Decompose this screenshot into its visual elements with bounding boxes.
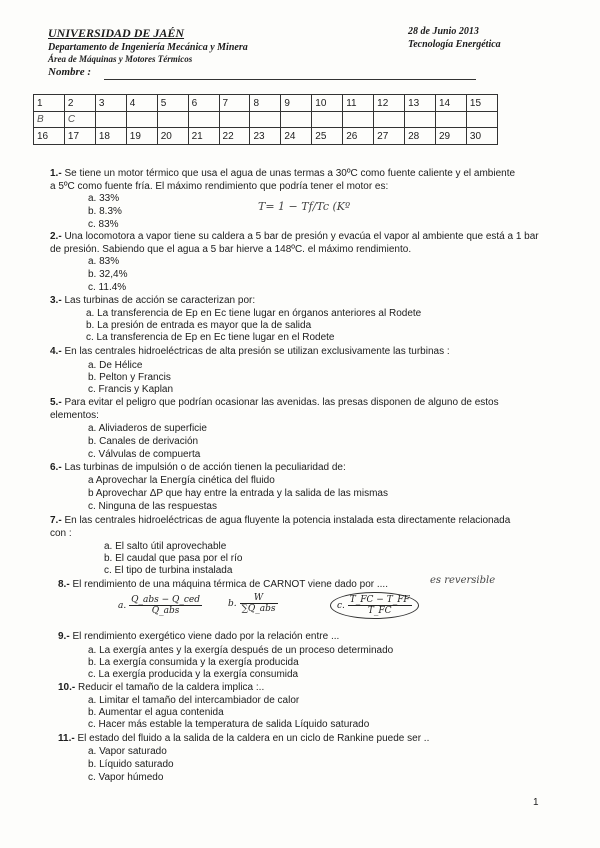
grid-number-cell-1: 16 <box>34 128 65 145</box>
formula-c-num-2: T_FF <box>386 595 410 605</box>
grid-number-cell-3: 18 <box>95 128 126 145</box>
q11-option-b[interactable]: b. Líquido saturado <box>88 759 174 770</box>
grid-number-cell-12: 27 <box>374 128 405 145</box>
exam-date: 28 de Junio 2013 <box>408 26 479 37</box>
grid-number-cell-5: 20 <box>157 128 188 145</box>
q2-option-a[interactable]: a. 83% <box>88 256 120 267</box>
answer-cell-6[interactable] <box>188 112 219 128</box>
question-text: El rendimiento exergético viene dado por la relación entre ... <box>72 631 340 642</box>
q9-option-c[interactable]: c. La exergía producida y la exergía consumida <box>88 669 299 680</box>
grid-number-cell-15: 15 <box>466 95 497 112</box>
question-text: Las turbinas de impulsión o de acción tienen la peculiaridad de: <box>64 462 346 473</box>
formula-b-num: W <box>240 593 278 604</box>
grid-number-cell-8: 23 <box>250 128 281 145</box>
grid-number-cell-10: 10 <box>312 95 343 112</box>
question-number: 8.- <box>58 579 70 590</box>
q6-option-c[interactable]: c. Ninguna de las respuestas <box>88 501 217 512</box>
q3-option-b[interactable]: b. La presión de entrada es mayor que la de salida <box>86 320 312 331</box>
grid-number-cell-15: 30 <box>466 128 497 145</box>
question-4 <box>50 346 450 359</box>
grid-number-cell-11: 26 <box>343 128 374 145</box>
q5-option-b[interactable]: b. Canales de derivación <box>88 436 199 447</box>
grid-number-cell-13: 28 <box>405 128 436 145</box>
formula-b-fraction <box>240 593 278 614</box>
option-letter: b. <box>228 599 237 609</box>
answer-cell-7[interactable] <box>219 112 250 128</box>
grid-row-answers-1 <box>34 112 498 128</box>
question-text: Para evitar el peligro que podrían ocasionar las avenidas. las presas disponen de alguno de estos elementos: <box>50 397 499 421</box>
grid-number-cell-12: 12 <box>374 95 405 112</box>
question-2 <box>50 231 542 256</box>
grid-number-cell-1: 1 <box>34 95 65 112</box>
q7-option-c[interactable]: c. El tipo de turbina instalada <box>104 565 233 576</box>
formula-c-num-1: T_FC <box>349 595 374 605</box>
grid-number-cell-13: 13 <box>405 95 436 112</box>
question-text: Se tiene un motor térmico que usa el agua de unas termas a 30ºC como fuente caliente y el ambiente a 5ºC como fuente fría. El máximo rendimiento que podría tener el motor es: <box>50 168 516 192</box>
answer-cell-11[interactable] <box>343 112 374 128</box>
question-6 <box>50 462 346 475</box>
name-field-line[interactable] <box>104 79 476 80</box>
q11-option-a[interactable]: a. Vapor saturado <box>88 746 167 757</box>
department-name: Departamento de Ingeniería Mecánica y Minera <box>48 42 248 53</box>
option-letter: c. <box>337 601 345 611</box>
name-label: Nombre : <box>48 66 92 78</box>
question-number: 10.- <box>58 682 76 693</box>
q4-option-c[interactable]: c. Francis y Kaplan <box>88 384 174 395</box>
grid-number-cell-5: 5 <box>157 95 188 112</box>
answer-cell-10[interactable] <box>312 112 343 128</box>
grid-number-cell-9: 9 <box>281 95 312 112</box>
q5-option-c[interactable]: c. Válvulas de compuerta <box>88 449 201 460</box>
q6-option-b[interactable]: b Aprovechar ΔP que hay entre la entrada y la salida de las mismas <box>88 488 388 499</box>
q1-handwritten-note: T= 1 − Tf/Tc (Kº <box>258 200 351 213</box>
question-text: El rendimiento de una máquina térmica de CARNOT viene dado por .... <box>72 579 388 590</box>
question-9 <box>58 631 339 644</box>
question-number: 7.- <box>50 515 62 526</box>
question-8 <box>58 579 388 592</box>
grid-number-cell-4: 19 <box>126 128 157 145</box>
q7-option-a[interactable]: a. El salto útil aprovechable <box>104 541 227 552</box>
grid-number-cell-8: 8 <box>250 95 281 112</box>
q10-option-c[interactable]: c. Hacer más estable la temperatura de salida Líquido saturado <box>88 719 370 730</box>
q2-option-c[interactable]: c. 11.4% <box>88 282 127 293</box>
q1-option-b[interactable]: b. 8.3% <box>88 206 122 217</box>
q6-option-a[interactable]: a Aprovechar la Energía cinética del fluido <box>88 475 275 486</box>
question-number: 1.- <box>50 168 62 179</box>
grid-number-cell-3: 3 <box>95 95 126 112</box>
q8-handwritten-note: es reversible <box>430 575 496 586</box>
answer-cell-3[interactable] <box>95 112 126 128</box>
grid-number-cell-6: 21 <box>188 128 219 145</box>
header-left <box>48 26 248 64</box>
q4-option-a[interactable]: a. De Hélice <box>88 360 143 371</box>
q3-option-a[interactable]: a. La transferencia de Ep en Ec tiene lugar en órganos anteriores al Rodete <box>86 308 422 319</box>
question-11 <box>58 733 429 746</box>
university-name: UNIVERSIDAD DE JAÉN <box>48 26 185 40</box>
q1-option-a[interactable]: a. 33% <box>88 193 120 204</box>
answer-cell-4[interactable] <box>126 112 157 128</box>
formula-a-den: Q_abs <box>151 606 180 616</box>
answer-cell-9[interactable] <box>281 112 312 128</box>
page-mark: 1 <box>533 797 539 808</box>
question-text: El estado del fluido a la salida de la caldera en un ciclo de Rankine puede ser .. <box>77 733 430 744</box>
grid-number-cell-9: 24 <box>281 128 312 145</box>
q4-option-b[interactable]: b. Pelton y Francis <box>88 372 171 383</box>
answer-cell-12[interactable] <box>374 112 405 128</box>
grid-row-numbers-1 <box>34 95 498 112</box>
q10-option-a[interactable]: a. Limitar el tamaño del intercambiador de calor <box>88 695 300 706</box>
question-number: 5.- <box>50 397 62 408</box>
formula-b-den: ∑Q_abs <box>241 604 276 614</box>
question-text: Las turbinas de acción se caracterizan por: <box>64 295 256 306</box>
grid-number-cell-6: 6 <box>188 95 219 112</box>
q9-option-a[interactable]: a. La exergía antes y la exergía después de un proceso determinado <box>88 645 394 656</box>
grid-number-cell-14: 14 <box>435 95 466 112</box>
answer-cell-15[interactable] <box>466 112 497 128</box>
area-name: Área de Máquinas y Motores Térmicos <box>48 54 193 64</box>
q5-option-a[interactable]: a. Aliviaderos de superficie <box>88 423 207 434</box>
question-number: 4.- <box>50 346 62 357</box>
grid-number-cell-10: 25 <box>312 128 343 145</box>
grid-number-cell-2: 2 <box>64 95 95 112</box>
grid-number-cell-11: 11 <box>343 95 374 112</box>
q3-option-c[interactable]: c. La transferencia de Ep en Ec tiene lugar en el Rodete <box>86 332 335 343</box>
grid-number-cell-14: 29 <box>435 128 466 145</box>
q8-option-a[interactable] <box>118 595 202 616</box>
formula-c-den: T_FC <box>367 606 392 616</box>
question-text: Una locomotora a vapor tiene su caldera a 5 bar de presión y evacúa el vapor al ambiente que está a 1 bar de presión. Sabiendo que el agua a 5 bar hierve a 148ºC. el máximo rendimiento. <box>50 231 539 255</box>
question-7 <box>50 515 520 540</box>
question-10 <box>58 682 264 695</box>
q8-option-b[interactable] <box>228 593 278 614</box>
answer-cell-2[interactable]: C <box>64 112 95 128</box>
answer-grid <box>33 94 498 145</box>
q10-option-b[interactable]: b. Aumentar el agua contenida <box>88 707 224 718</box>
option-letter: a. <box>118 601 127 611</box>
question-number: 11.- <box>58 733 75 744</box>
grid-number-cell-7: 22 <box>219 128 250 145</box>
formula-a-fraction: $\frac{\text{Q\_abs − Q\_ced}}{\text{Q\_abs}}$ <box>131 595 201 616</box>
question-number: 3.- <box>50 295 62 306</box>
question-text: En las centrales hidroeléctricas de alta presión se utilizan exclusivamente las turbinas : <box>64 346 450 357</box>
grid-number-cell-2: 17 <box>64 128 95 145</box>
grid-number-cell-7: 7 <box>219 95 250 112</box>
course-name: Tecnología Energética <box>408 39 501 50</box>
q9-option-b[interactable]: b. La exergía consumida y la exergía producida <box>88 657 299 668</box>
q8-option-c[interactable] <box>330 592 419 619</box>
grid-row-numbers-2 <box>34 128 498 145</box>
question-5 <box>50 397 520 422</box>
answer-cell-8[interactable] <box>250 112 281 128</box>
q7-option-b[interactable]: b. El caudal que pasa por el río <box>104 553 243 564</box>
answer-cell-5[interactable] <box>157 112 188 128</box>
answer-cell-13[interactable] <box>405 112 436 128</box>
question-3 <box>50 295 255 308</box>
q2-option-b[interactable]: b. 32,4% <box>88 269 128 280</box>
q11-option-c[interactable]: c. Vapor húmedo <box>88 772 164 783</box>
question-1 <box>50 168 520 193</box>
q1-option-c[interactable]: c. 83% <box>88 219 119 230</box>
question-text: En las centrales hidroeléctricas de agua fluyente la potencia instalada esta directamente relacionada con : <box>50 515 511 539</box>
answer-cell-1[interactable]: B <box>34 112 65 128</box>
question-number: 6.- <box>50 462 62 473</box>
answer-cell-14[interactable] <box>435 112 466 128</box>
question-number: 2.- <box>50 231 62 242</box>
formula-a-num-1: Q_abs <box>131 595 159 605</box>
formula-c-circled: c. $\frac{T\_FC - T\_FF}{T\_FC}$ <box>330 592 419 619</box>
header-right <box>408 26 501 50</box>
question-text: Reducir el tamaño de la caldera implica :.. <box>78 682 265 693</box>
grid-number-cell-4: 4 <box>126 95 157 112</box>
formula-a-num-2: Q_ced <box>172 595 201 605</box>
question-number: 9.- <box>58 631 70 642</box>
